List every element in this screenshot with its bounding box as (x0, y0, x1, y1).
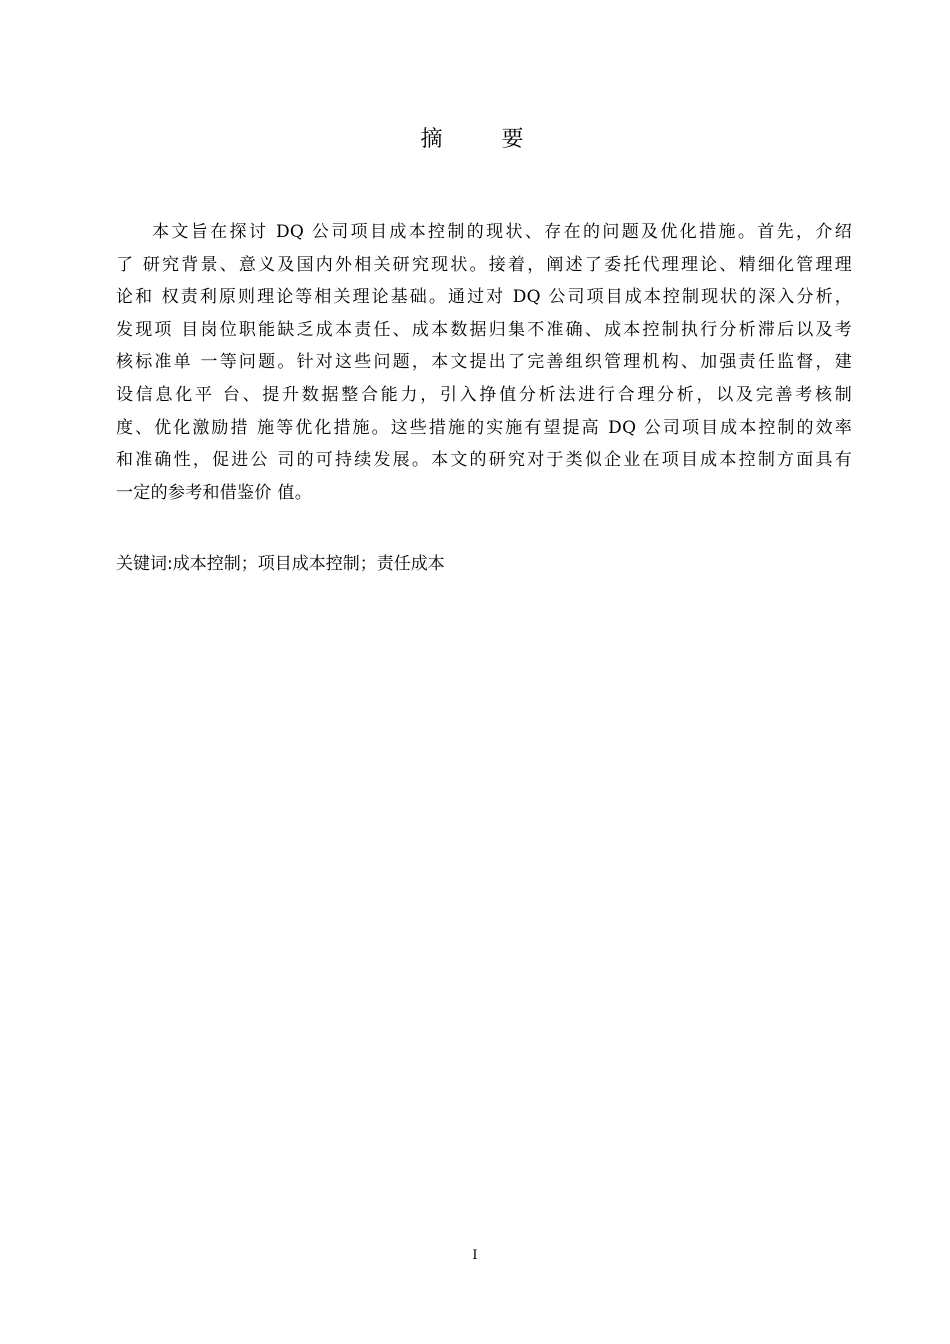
abstract-line: 论和 权责利原则理论等相关理论基础。通过对 DQ 公司项目成本控制现状的深入分析， (116, 287, 852, 308)
abstract-line: 设信息化平 台、提升数据整合能力，引入挣值分析法进行合理分析，以及完善考核制 (116, 384, 852, 405)
abstract-line: 了 研究背景、意义及国内外相关研究现状。接着，阐述了委托代理理论、精细化管理理 (116, 254, 852, 275)
abstract-line: 和准确性，促进公 司的可持续发展。本文的研究对于类似企业在项目成本控制方面具有 (116, 450, 852, 471)
keywords-label: 关键词: (116, 554, 173, 574)
abstract-line: 度、优化激励措 施等优化措施。这些措施的实施有望提高 DQ 公司项目成本控制的效率 (116, 417, 852, 438)
abstract-line: 本文旨在探讨 DQ 公司项目成本控制的现状、存在的问题及优化措施。首先，介绍 (152, 222, 852, 242)
page-number: I (472, 1248, 478, 1263)
abstract-body (116, 216, 852, 509)
abstract-line: 核标准单 一等问题。针对这些问题，本文提出了完善组织管理机构、加强责任监督，建 (116, 352, 852, 373)
keywords-text: 成本控制；项目成本控制；责任成本 (172, 554, 445, 574)
abstract-line: 一定的参考和借鉴价 值。 (116, 482, 313, 503)
keywords-line (116, 550, 445, 578)
abstract-title: 摘 要 (420, 127, 550, 152)
abstract-line: 发现项 目岗位职能缺乏成本责任、成本数据归集不准确、成本控制执行分析滞后以及考 (116, 319, 852, 340)
